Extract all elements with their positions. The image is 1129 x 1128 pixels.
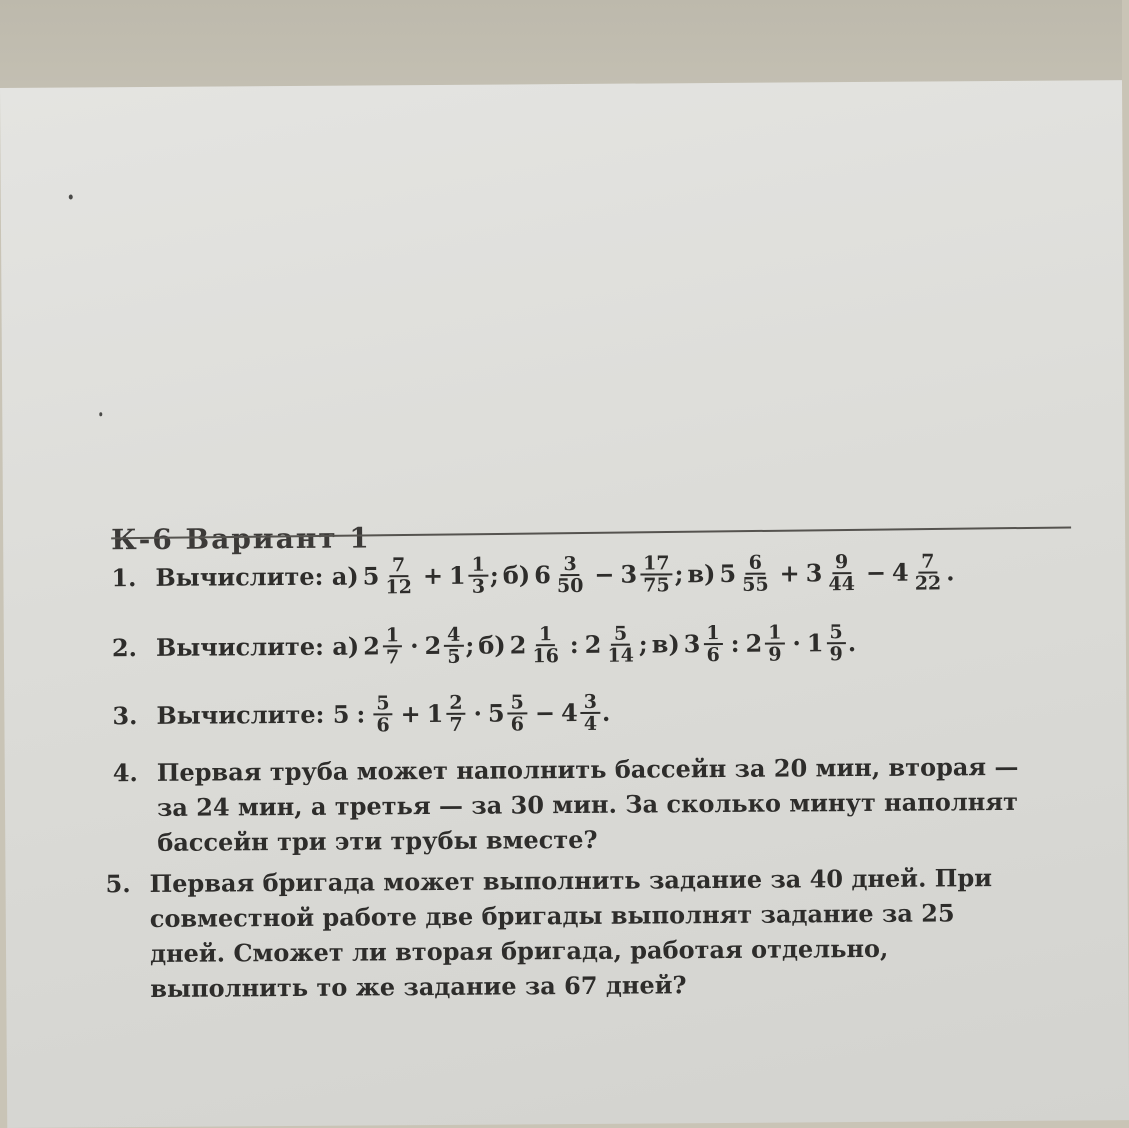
operator: ·	[473, 698, 483, 728]
fraction: $\frac{1}{9}$	[765, 623, 785, 665]
part-b-label: б)	[478, 630, 506, 660]
part-a-label: а)	[331, 561, 359, 591]
fraction: $\frac{2}{7}$	[446, 693, 466, 735]
fraction: $\frac{1}{6}$	[703, 623, 723, 665]
mixed-number: 2 $\frac{1}{9}$	[745, 623, 786, 665]
mixed-number: 6 $\frac{3}{50}$	[534, 554, 588, 596]
whole-number: 5	[332, 699, 350, 729]
ink-speck	[99, 412, 102, 416]
problem-3	[112, 689, 1062, 738]
period: .	[601, 697, 611, 727]
semicolon: ;	[465, 630, 475, 660]
period: .	[847, 628, 857, 658]
fraction: $\frac{5}{9}$	[826, 622, 846, 664]
mixed-number: 2 $\frac{1}{7}$	[363, 625, 404, 667]
fraction: $\frac{7}{22}$	[914, 550, 942, 595]
operator: −	[594, 559, 615, 589]
fraction: $\frac{1}{16}$	[532, 623, 559, 668]
problem-2	[112, 621, 1062, 670]
problem-number: 4.	[112, 758, 138, 788]
part-c-label: в)	[687, 559, 716, 589]
period: .	[946, 557, 955, 587]
problem-text: Первая труба может наполнить бассейн за 20 мин, вторая — за 24 мин, а третья — за 30 мин. За сколько минут наполнят бассейн три эти трубы вместе?	[156, 751, 1019, 857]
semicolon: ;	[674, 559, 684, 589]
part-a-label: а)	[332, 631, 360, 661]
mixed-number: 3 $\frac{17}{75}$	[620, 553, 674, 595]
problem-3-line	[112, 689, 1062, 738]
part-c-label: в)	[651, 629, 680, 659]
operator: +	[400, 699, 421, 729]
fraction: $\frac{4}{5}$	[444, 625, 464, 667]
mixed-number: 4 $\frac{3}{4}$	[561, 692, 602, 734]
fraction: $\frac{5}{6}$	[373, 693, 393, 735]
mixed-number: 4 $\frac{7}{22}$	[892, 551, 946, 593]
problem-text: Первая бригада может выполнить задание за 40 дней. При совместной работе две бригады выполнят задание за 25 дней. Сможет ли вторая бригада, работая отдельно, выполнить то же задание за 67 дней?	[149, 863, 993, 1003]
fraction: $\frac{5}{14}$	[607, 622, 635, 667]
operator: +	[422, 560, 444, 591]
problem-number: 1.	[111, 563, 137, 593]
operator: ·	[792, 628, 801, 658]
mixed-number: 5 $\frac{7}{12}$	[363, 555, 417, 597]
problem-5	[105, 860, 1056, 1007]
problem-list	[105, 550, 1064, 1003]
operator: :	[730, 628, 740, 658]
paper-sheet	[0, 80, 1129, 1128]
semicolon: ;	[638, 629, 648, 659]
mixed-number: 5 $\frac{6}{55}$	[719, 553, 773, 595]
semicolon: ;	[489, 560, 499, 590]
fraction: $\frac{17}{75}$	[640, 553, 673, 595]
mixed-number: 2 $\frac{4}{5}$	[424, 625, 465, 667]
mixed-number: 5 $\frac{5}{6}$	[488, 692, 529, 734]
problem-4	[113, 749, 1064, 861]
problem-1-line	[111, 551, 1061, 600]
mixed-number: 2 $\frac{1}{16}$	[510, 624, 564, 666]
fraction: $\frac{3}{4}$	[581, 692, 601, 734]
mixed-number: 1 $\frac{1}{3}$	[449, 555, 490, 597]
problem-lead: Вычислите:	[156, 699, 325, 730]
problem-number: 2.	[111, 633, 138, 663]
mixed-number: 3 $\frac{1}{6}$	[684, 623, 725, 665]
fraction: $\frac{7}{12}$	[385, 554, 413, 599]
operator: ·	[410, 631, 419, 661]
problem-lead: Вычислите:	[155, 631, 325, 662]
problem-number: 5.	[105, 869, 131, 899]
mixed-number: 2 $\frac{5}{14}$	[585, 624, 639, 666]
fraction: $\frac{1}{3}$	[469, 555, 489, 597]
mixed-number: 1 $\frac{2}{7}$	[427, 693, 468, 735]
mixed-number: 3 $\frac{9}{44}$	[806, 552, 860, 594]
part-b-label: б)	[502, 560, 531, 590]
operator: :	[356, 699, 366, 729]
operator: −	[865, 557, 887, 587]
operator: :	[569, 629, 579, 660]
fraction: $\frac{6}{55}$	[742, 551, 769, 596]
fraction: $\frac{5}{6}$	[508, 692, 528, 734]
ink-speck	[69, 194, 73, 199]
operator: −	[534, 698, 556, 728]
operator: +	[779, 558, 800, 588]
fraction: $\frac{3}{50}$	[556, 552, 584, 598]
problem-2-line	[112, 621, 1062, 670]
problem-lead: Вычислите:	[155, 561, 324, 592]
problem-number: 3.	[112, 701, 138, 731]
cut-off-heading: К-6 Вариант 1	[111, 521, 371, 557]
fraction: $\frac{1}{7}$	[383, 625, 403, 667]
fraction: $\frac{9}{44}$	[828, 551, 856, 596]
problem-1	[111, 551, 1061, 600]
mixed-number: 1 $\frac{5}{9}$	[807, 622, 848, 664]
